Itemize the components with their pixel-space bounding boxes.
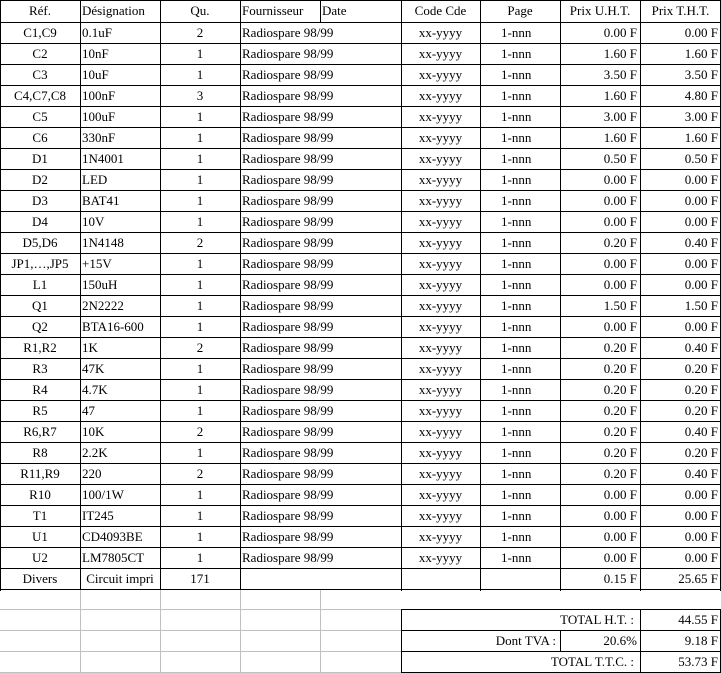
cell-designation: LM7805CT (82, 550, 145, 565)
cell-unit-price: 1.60 F (603, 88, 637, 103)
cell-order-code: xx-yyyy (418, 214, 463, 229)
header-unit-price: Prix U.H.T. (569, 3, 631, 18)
cell-supplier: Radiospare 98/99 (242, 25, 334, 40)
empty-gridline (0, 609, 401, 610)
row-gridline (0, 589, 721, 590)
cell-unit-price: 3.00 F (603, 109, 637, 124)
row-gridline (0, 568, 721, 569)
cell-total-price: 1.60 F (684, 46, 718, 61)
cell-unit-price: 0.20 F (603, 466, 637, 481)
total-ttc-value: 53.73 F (678, 654, 718, 669)
header-total-price: Prix T.H.T. (651, 3, 710, 18)
tva-rate-line (560, 630, 561, 651)
cell-designation: 10K (82, 424, 105, 439)
cell-total-price: 0.50 F (684, 151, 718, 166)
cell-total-price: 3.00 F (684, 109, 718, 124)
cell-ref: C1,C9 (23, 25, 57, 40)
cell-designation: 10uF (82, 67, 109, 82)
cell-ref: C3 (32, 67, 48, 82)
cell-order-code: xx-yyyy (418, 340, 463, 355)
cell-unit-price: 0.20 F (603, 340, 637, 355)
cell-total-price: 0.00 F (684, 508, 718, 523)
cell-unit-price: 1.50 F (603, 298, 637, 313)
row-gridline (0, 316, 721, 317)
cell-total-price: 0.00 F (684, 529, 718, 544)
cell-unit-price: 0.50 F (603, 151, 637, 166)
cell-order-code: xx-yyyy (418, 67, 463, 82)
cell-unit-price: 0.00 F (603, 550, 637, 565)
row-gridline (0, 148, 721, 149)
cell-qty: 1 (196, 382, 204, 397)
row-gridline (0, 358, 721, 359)
cell-total-price: 0.20 F (684, 382, 718, 397)
cell-ref: T1 (32, 508, 48, 523)
cell-order-code: xx-yyyy (418, 361, 463, 376)
cell-total-price: 0.00 F (684, 319, 718, 334)
cell-ref: D4 (32, 214, 48, 229)
cell-supplier: Radiospare 98/99 (242, 487, 334, 502)
tva-label: Dont TVA : (495, 633, 556, 648)
cell-page: 1-nnn (501, 424, 532, 439)
cell-qty: 1 (196, 130, 204, 145)
cell-unit-price: 0.00 F (603, 319, 637, 334)
row-gridline (0, 106, 721, 107)
cell-page: 1-nnn (501, 256, 532, 271)
cell-ref: D1 (32, 151, 48, 166)
column-gridline (401, 0, 402, 591)
cell-supplier: Radiospare 98/99 (242, 67, 334, 82)
cell-qty: 1 (196, 277, 204, 292)
cell-designation: +15V (82, 256, 112, 271)
cell-ref: R10 (29, 487, 51, 502)
column-gridline (80, 0, 81, 591)
cell-unit-price: 1.60 F (603, 130, 637, 145)
column-gridline (480, 0, 481, 591)
column-gridline (0, 0, 1, 591)
row-gridline (0, 232, 721, 233)
cell-total-price: 0.20 F (684, 445, 718, 460)
cell-designation: 150uH (82, 277, 118, 292)
cell-ref: U1 (32, 529, 48, 544)
row-gridline (0, 337, 721, 338)
row-gridline (0, 442, 721, 443)
cell-order-code: xx-yyyy (418, 529, 463, 544)
cell-order-code: xx-yyyy (418, 487, 463, 502)
cell-ref: R3 (32, 361, 48, 376)
cell-unit-price: 1.60 F (603, 46, 637, 61)
cell-order-code: xx-yyyy (418, 151, 463, 166)
cell-ref: Q1 (32, 298, 48, 313)
cell-unit-price: 0.00 F (603, 172, 637, 187)
cell-order-code: xx-yyyy (418, 382, 463, 397)
cell-order-code: xx-yyyy (418, 130, 463, 145)
cell-qty: 1 (196, 256, 204, 271)
header-designation: Désignation (82, 3, 145, 18)
cell-total-price: 0.20 F (684, 361, 718, 376)
cell-qty: 1 (196, 403, 204, 418)
cell-page: 1-nnn (501, 487, 532, 502)
cell-ref: D5,D6 (22, 235, 58, 250)
cell-ref: R8 (32, 445, 48, 460)
cell-ref: D2 (32, 172, 48, 187)
cell-unit-price: 0.20 F (603, 382, 637, 397)
column-gridline (320, 0, 321, 22)
cell-total-price: 1.50 F (684, 298, 718, 313)
cell-qty: 1 (196, 487, 204, 502)
cell-order-code: xx-yyyy (418, 172, 463, 187)
cell-page: 1-nnn (501, 361, 532, 376)
cell-supplier: Radiospare 98/99 (242, 172, 334, 187)
cell-supplier: Radiospare 98/99 (242, 235, 334, 250)
cell-page: 1-nnn (501, 550, 532, 565)
cell-order-code: xx-yyyy (418, 466, 463, 481)
header-qty: Qu. (190, 3, 210, 18)
cell-unit-price: 0.20 F (603, 361, 637, 376)
cell-page: 1-nnn (501, 214, 532, 229)
row-gridline (0, 0, 721, 1)
cell-page: 1-nnn (501, 277, 532, 292)
cell-qty: 1 (196, 151, 204, 166)
cell-qty: 1 (196, 172, 204, 187)
cell-designation: 4.7K (82, 382, 108, 397)
row-gridline (0, 547, 721, 548)
empty-gridline (0, 651, 401, 652)
cell-order-code: xx-yyyy (418, 277, 463, 292)
total-ht-value: 44.55 F (678, 612, 718, 627)
cell-page: 1-nnn (501, 46, 532, 61)
cell-order-code: xx-yyyy (418, 46, 463, 61)
cell-page: 1-nnn (501, 151, 532, 166)
row-gridline (0, 421, 721, 422)
cell-ref: U2 (32, 550, 48, 565)
cell-qty: 1 (196, 109, 204, 124)
cell-supplier: Radiospare 98/99 (242, 277, 334, 292)
row-gridline (0, 22, 721, 23)
cell-total-price: 0.00 F (684, 277, 718, 292)
cell-page: 1-nnn (501, 67, 532, 82)
cell-supplier: Radiospare 98/99 (242, 193, 334, 208)
cell-qty: 2 (196, 424, 204, 439)
divers-designation: Circuit impri (86, 571, 154, 586)
cell-order-code: xx-yyyy (418, 508, 463, 523)
cell-qty: 1 (196, 529, 204, 544)
empty-col-gridline (80, 590, 81, 673)
cell-unit-price: 0.20 F (603, 445, 637, 460)
cell-page: 1-nnn (501, 529, 532, 544)
cell-supplier: Radiospare 98/99 (242, 298, 334, 313)
cell-qty: 2 (196, 235, 204, 250)
cell-page: 1-nnn (501, 88, 532, 103)
cell-total-price: 0.00 F (684, 172, 718, 187)
cell-total-price: 0.40 F (684, 235, 718, 250)
cell-qty: 1 (196, 46, 204, 61)
cell-order-code: xx-yyyy (418, 235, 463, 250)
cell-page: 1-nnn (501, 172, 532, 187)
cell-supplier: Radiospare 98/99 (242, 46, 334, 61)
divers-ref: Divers (22, 571, 58, 586)
cell-order-code: xx-yyyy (418, 25, 463, 40)
cell-ref: R5 (32, 403, 48, 418)
cell-qty: 1 (196, 67, 204, 82)
cell-page: 1-nnn (501, 508, 532, 523)
cell-designation: 100uF (82, 109, 116, 124)
cell-page: 1-nnn (501, 382, 532, 397)
row-gridline (0, 64, 721, 65)
cell-page: 1-nnn (501, 445, 532, 460)
divers-total-price: 25.65 F (678, 571, 718, 586)
cell-qty: 3 (196, 88, 204, 103)
row-gridline (0, 400, 721, 401)
empty-col-gridline (240, 590, 241, 673)
cell-supplier: Radiospare 98/99 (242, 109, 334, 124)
header-date: Date (322, 3, 347, 18)
row-gridline (0, 190, 721, 191)
cell-page: 1-nnn (501, 340, 532, 355)
row-gridline (0, 169, 721, 170)
cell-total-price: 0.00 F (684, 25, 718, 40)
cell-qty: 2 (196, 340, 204, 355)
cell-total-price: 4.80 F (684, 88, 718, 103)
cell-ref: R4 (32, 382, 48, 397)
cell-designation: 1N4148 (82, 235, 124, 250)
cell-qty: 1 (196, 550, 204, 565)
cell-designation: 100nF (82, 88, 116, 103)
cell-qty: 1 (196, 214, 204, 229)
cell-designation: BTA16-600 (82, 319, 144, 334)
cell-total-price: 0.40 F (684, 424, 718, 439)
row-gridline (0, 484, 721, 485)
cell-supplier: Radiospare 98/99 (242, 445, 334, 460)
cell-designation: 2N2222 (82, 298, 124, 313)
cell-qty: 1 (196, 445, 204, 460)
empty-col-gridline (320, 590, 321, 673)
cell-unit-price: 0.00 F (603, 508, 637, 523)
cell-unit-price: 0.20 F (603, 403, 637, 418)
total-ttc-label: TOTAL T.T.C. : (550, 654, 634, 669)
cell-unit-price: 3.50 F (603, 67, 637, 82)
cell-unit-price: 0.00 F (603, 277, 637, 292)
cell-designation: 100/1W (82, 487, 124, 502)
cell-unit-price: 0.00 F (603, 487, 637, 502)
empty-gridline (0, 630, 401, 631)
cell-unit-price: 0.00 F (603, 25, 637, 40)
cell-total-price: 0.00 F (684, 193, 718, 208)
divers-qty: 171 (190, 571, 210, 586)
cell-designation: CD4093BE (82, 529, 143, 544)
cell-designation: 1N4001 (82, 151, 124, 166)
cell-ref: JP1,…,JP5 (11, 256, 69, 271)
cell-supplier: Radiospare 98/99 (242, 151, 334, 166)
cell-page: 1-nnn (501, 130, 532, 145)
cell-designation: IT245 (82, 508, 114, 523)
cell-unit-price: 0.00 F (603, 256, 637, 271)
cell-ref: C5 (32, 109, 48, 124)
cell-qty: 1 (196, 361, 204, 376)
row-gridline (0, 526, 721, 527)
cell-total-price: 0.40 F (684, 340, 718, 355)
cell-order-code: xx-yyyy (418, 424, 463, 439)
cell-total-price: 0.00 F (684, 550, 718, 565)
cell-qty: 1 (196, 319, 204, 334)
column-gridline (240, 0, 241, 591)
cell-qty: 2 (196, 466, 204, 481)
cell-order-code: xx-yyyy (418, 109, 463, 124)
row-gridline (0, 379, 721, 380)
cell-supplier: Radiospare 98/99 (242, 88, 334, 103)
cell-supplier: Radiospare 98/99 (242, 550, 334, 565)
cell-supplier: Radiospare 98/99 (242, 214, 334, 229)
empty-col-gridline (160, 590, 161, 673)
cell-supplier: Radiospare 98/99 (242, 466, 334, 481)
cell-order-code: xx-yyyy (418, 256, 463, 271)
cell-unit-price: 0.00 F (603, 193, 637, 208)
total-ht-label: TOTAL H.T. : (560, 612, 634, 627)
cell-designation: 10V (82, 214, 105, 229)
cell-supplier: Radiospare 98/99 (242, 361, 334, 376)
cell-order-code: xx-yyyy (418, 298, 463, 313)
cell-supplier: Radiospare 98/99 (242, 256, 334, 271)
cell-order-code: xx-yyyy (418, 550, 463, 565)
cell-unit-price: 0.20 F (603, 235, 637, 250)
cell-designation: 1K (82, 340, 98, 355)
cell-ref: R11,R9 (20, 466, 60, 481)
cell-order-code: xx-yyyy (418, 193, 463, 208)
cell-ref: R1,R2 (23, 340, 57, 355)
cell-total-price: 1.60 F (684, 130, 718, 145)
cell-total-price: 0.00 F (684, 487, 718, 502)
cell-qty: 1 (196, 193, 204, 208)
cell-page: 1-nnn (501, 319, 532, 334)
cell-total-price: 0.20 F (684, 403, 718, 418)
cell-page: 1-nnn (501, 25, 532, 40)
cell-ref: R6,R7 (23, 424, 57, 439)
cell-designation: 10nF (82, 46, 109, 61)
cell-total-price: 0.40 F (684, 466, 718, 481)
totals-row-line (401, 630, 721, 631)
cell-order-code: xx-yyyy (418, 319, 463, 334)
cell-order-code: xx-yyyy (418, 403, 463, 418)
tva-value: 9.18 F (684, 633, 718, 648)
totals-row-line (401, 651, 721, 652)
row-gridline (0, 127, 721, 128)
totals-col-line (640, 609, 641, 673)
cell-designation: 0.1uF (82, 25, 112, 40)
cell-unit-price: 0.20 F (603, 424, 637, 439)
cell-ref: C2 (32, 46, 48, 61)
cell-page: 1-nnn (501, 235, 532, 250)
cell-supplier: Radiospare 98/99 (242, 319, 334, 334)
cell-page: 1-nnn (501, 193, 532, 208)
cell-supplier: Radiospare 98/99 (242, 340, 334, 355)
header-order-code: Code Cde (414, 3, 467, 18)
cell-page: 1-nnn (501, 466, 532, 481)
cell-total-price: 0.00 F (684, 214, 718, 229)
header-ref: Réf. (28, 3, 52, 18)
cell-order-code: xx-yyyy (418, 88, 463, 103)
cell-total-price: 3.50 F (684, 67, 718, 82)
cell-ref: C6 (32, 130, 48, 145)
cell-supplier: Radiospare 98/99 (242, 529, 334, 544)
cell-unit-price: 0.00 F (603, 214, 637, 229)
header-supplier: Fournisseur (242, 3, 304, 18)
cell-ref: C4,C7,C8 (13, 88, 66, 103)
cell-page: 1-nnn (501, 403, 532, 418)
cell-qty: 1 (196, 508, 204, 523)
cell-total-price: 0.00 F (684, 256, 718, 271)
row-gridline (0, 274, 721, 275)
cell-supplier: Radiospare 98/99 (242, 508, 334, 523)
cell-page: 1-nnn (501, 109, 532, 124)
row-gridline (0, 253, 721, 254)
cell-designation: LED (82, 172, 108, 187)
cell-designation: 2.2K (82, 445, 108, 460)
cell-order-code: xx-yyyy (418, 445, 463, 460)
row-gridline (0, 463, 721, 464)
cell-designation: 47 (82, 403, 95, 418)
column-gridline (560, 0, 561, 591)
cell-qty: 2 (196, 25, 204, 40)
cell-supplier: Radiospare 98/99 (242, 382, 334, 397)
row-gridline (0, 43, 721, 44)
cell-ref: D3 (32, 193, 48, 208)
cell-designation: 330nF (82, 130, 116, 145)
cell-unit-price: 0.00 F (603, 529, 637, 544)
cell-page: 1-nnn (501, 298, 532, 313)
row-gridline (0, 505, 721, 506)
tva-rate: 20.6% (603, 633, 637, 648)
cell-designation: 220 (82, 466, 102, 481)
header-page: Page (507, 3, 533, 18)
row-gridline (0, 85, 721, 86)
cell-designation: 47K (82, 361, 105, 376)
cell-supplier: Radiospare 98/99 (242, 130, 334, 145)
cell-qty: 1 (196, 298, 204, 313)
totals-box (401, 609, 721, 673)
divers-unit-price: 0.15 F (603, 571, 637, 586)
cell-ref: Q2 (32, 319, 48, 334)
column-gridline (160, 0, 161, 591)
row-gridline (0, 295, 721, 296)
cell-supplier: Radiospare 98/99 (242, 424, 334, 439)
column-gridline (640, 0, 641, 591)
cell-supplier: Radiospare 98/99 (242, 403, 334, 418)
row-gridline (0, 211, 721, 212)
cell-ref: L1 (32, 277, 48, 292)
cell-designation: BAT41 (82, 193, 120, 208)
